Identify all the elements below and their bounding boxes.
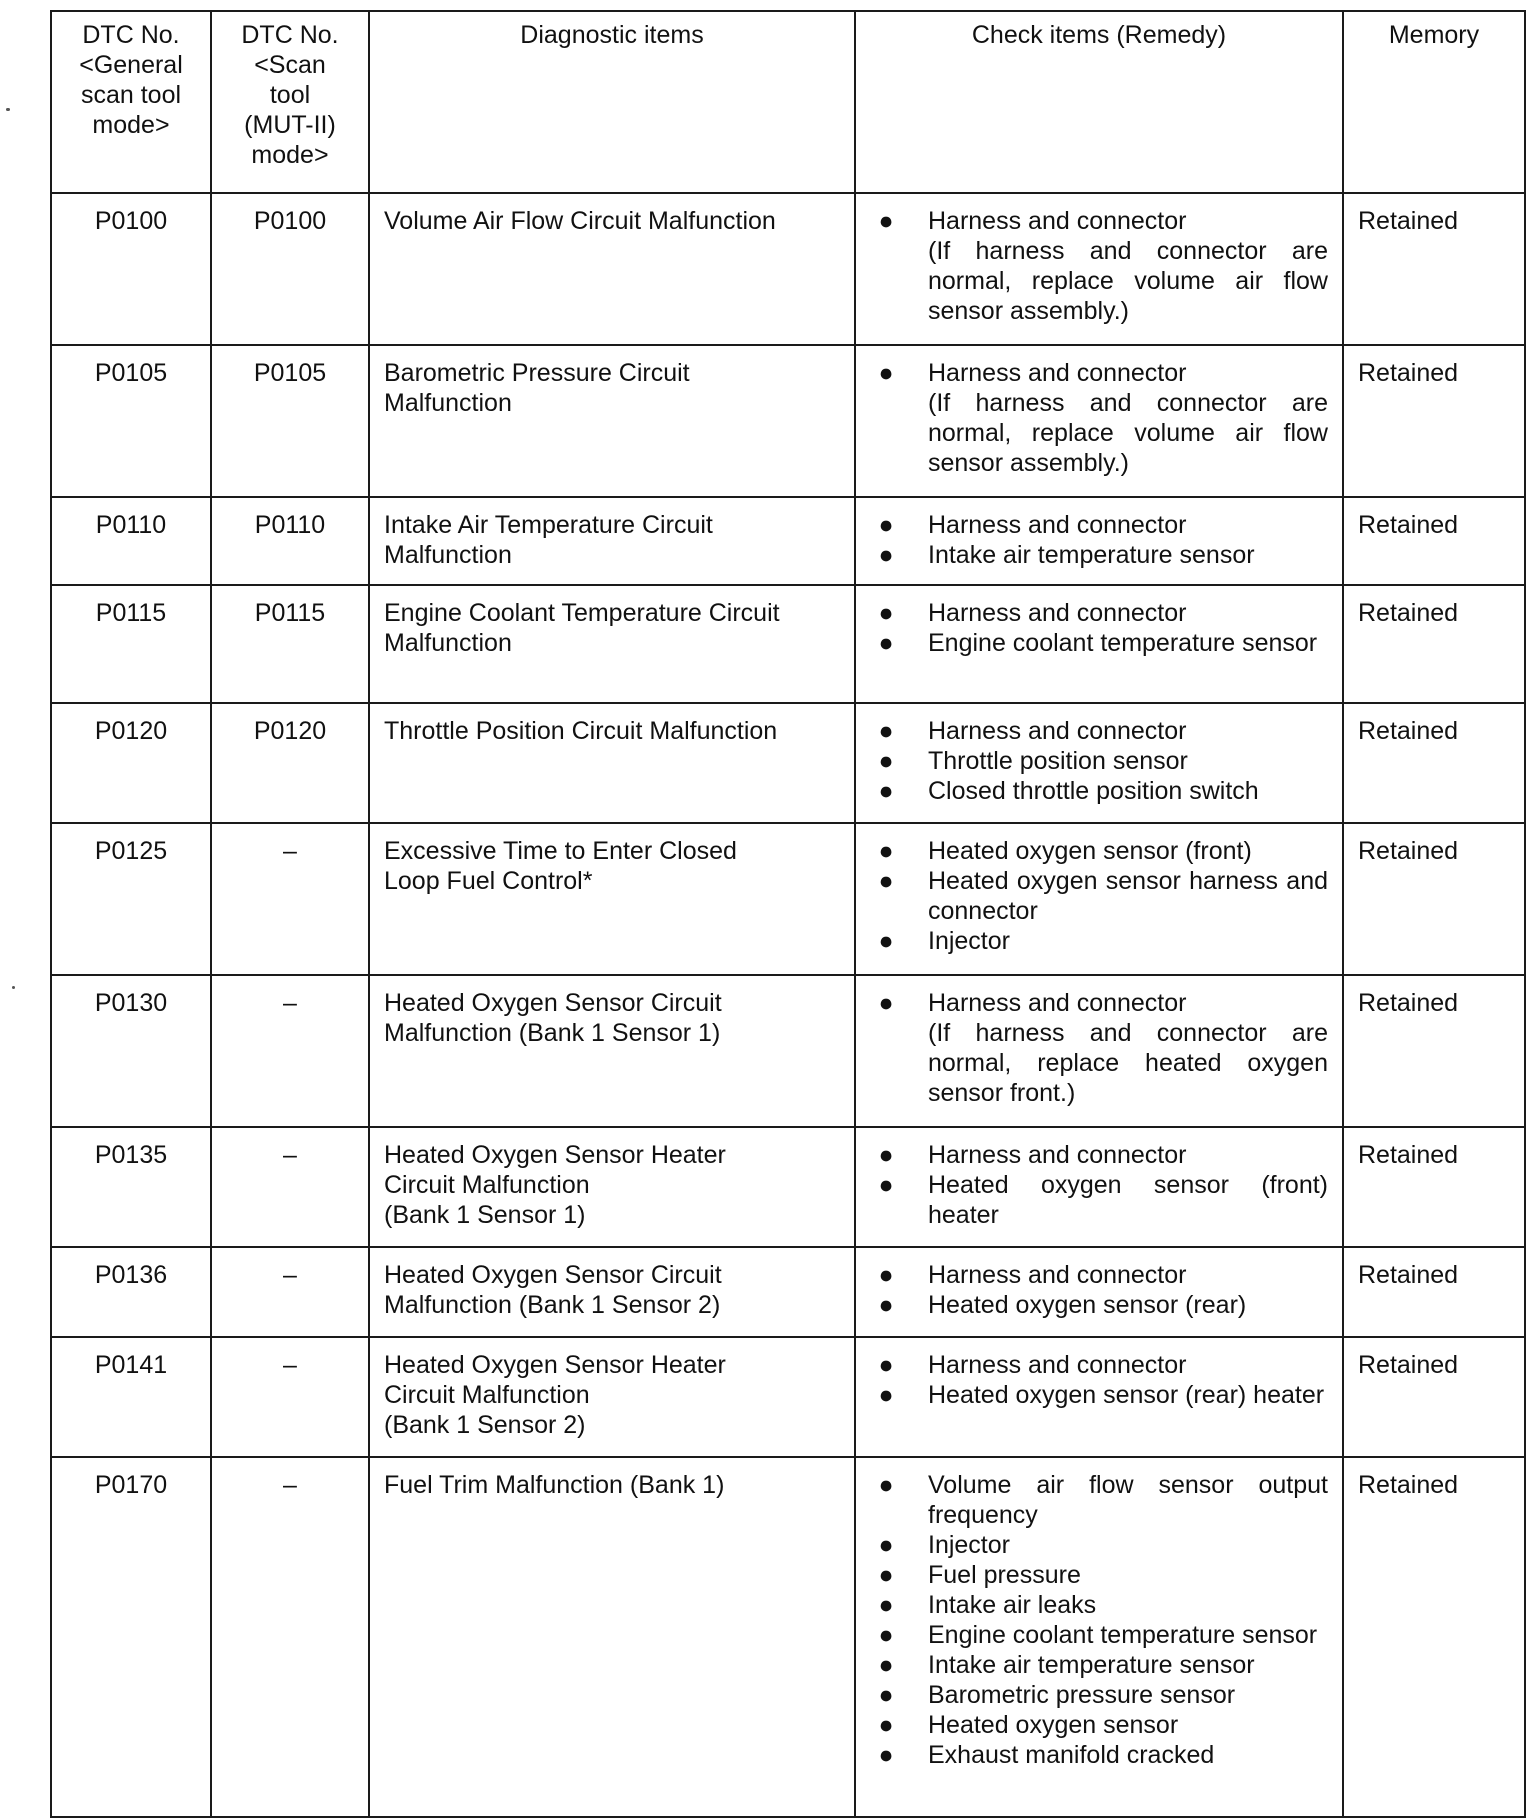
check-items-cell [855,1337,1343,1457]
check-items-cell [855,497,1343,585]
bullet-icon: ● [878,1171,894,1199]
check-item [870,628,1328,658]
check-items-cell [855,1457,1343,1817]
bullet-icon: ● [878,1291,894,1319]
diagnostic-item-cell [369,1127,855,1247]
check-items-list [870,836,1328,956]
diagnostic-item-cell [369,345,855,497]
check-item [870,1140,1328,1170]
header-dtc-scan-tool: DTC No. <Scan tool (MUT-II) mode> [211,11,369,193]
diagnostic-item-cell [369,1247,855,1337]
diagnostic-item-cell [369,703,855,823]
check-item [870,1470,1328,1530]
table-row [51,823,1525,975]
dtc-scan-cell: P0120 [211,703,369,823]
check-items-cell [855,585,1343,703]
table-row [51,1457,1525,1817]
diagnostic-line: Loop Fuel Control* [384,867,593,895]
check-item [870,716,1328,746]
dtc-scan-cell: – [211,1457,369,1817]
memory-cell: Retained [1343,585,1525,703]
check-item-text: Barometric pressure sensor [928,1681,1236,1709]
table-row [51,497,1525,585]
check-item [870,1170,1328,1230]
check-item-text: Engine coolant temperature sensor [928,1621,1318,1649]
check-items-list [870,988,1328,1108]
check-item [870,540,1328,570]
diagnostic-item-cell [369,823,855,975]
dtc-general-cell: P0125 [51,823,211,975]
check-item-text: Engine coolant temperature sensor [928,629,1318,657]
diagnostic-line: Engine Coolant Temperature Circuit [384,599,780,627]
dtc-scan-cell: P0115 [211,585,369,703]
check-items-list [870,716,1328,806]
bullet-icon: ● [878,717,894,745]
check-item-text: Heated oxygen sensor (rear) [928,1291,1247,1319]
dtc-general-cell: P0105 [51,345,211,497]
check-item [870,836,1328,866]
dtc-scan-cell: – [211,1247,369,1337]
dtc-scan-cell: P0100 [211,193,369,345]
memory-cell: Retained [1343,1337,1525,1457]
check-item-text: Closed throttle position switch [928,777,1259,805]
check-items-list [870,206,1328,326]
table-row [51,1127,1525,1247]
diagnostic-line: Intake Air Temperature Circuit [384,511,713,539]
bullet-icon: ● [878,1681,894,1709]
check-item-text: Harness and connector [928,1351,1187,1379]
bullet-icon: ● [878,1351,894,1379]
check-item [870,866,1328,926]
diagnostic-item-cell [369,975,855,1127]
bullet-icon: ● [878,1621,894,1649]
check-item-text: Harness and connector [928,599,1187,627]
diagnostic-line: (Bank 1 Sensor 2) [384,1411,586,1439]
check-item [870,1620,1328,1650]
diagnostic-line: Throttle Position Circuit Malfunction [384,717,778,745]
check-items-cell [855,703,1343,823]
dtc-scan-cell: – [211,823,369,975]
check-item [870,1350,1328,1380]
header-dtc-general: DTC No. <General scan tool mode> [51,11,211,193]
dtc-general-cell: P0135 [51,1127,211,1247]
check-item-text: Injector [928,1531,1010,1559]
check-items-cell [855,1247,1343,1337]
remedy-note: (If harness and connector are normal, replace volume air flow sensor assembly.) [928,389,1328,477]
scan-speck [12,986,15,989]
dtc-scan-cell: – [211,1337,369,1457]
diagnostic-line: (Bank 1 Sensor 1) [384,1201,586,1229]
check-items-list [870,598,1328,658]
dtc-scan-cell: – [211,1127,369,1247]
bullet-icon: ● [878,359,894,387]
memory-cell: Retained [1343,975,1525,1127]
diagnostic-item-cell [369,193,855,345]
check-item [870,1740,1328,1770]
bullet-icon: ● [878,927,894,955]
check-item [870,598,1328,628]
diagnostic-item-cell [369,497,855,585]
diagnostic-item-cell [369,1457,855,1817]
diagnostic-line: Barometric Pressure Circuit [384,359,690,387]
check-item [870,988,1328,1108]
bullet-icon: ● [878,1261,894,1289]
memory-cell: Retained [1343,1127,1525,1247]
check-item-text: Heated oxygen sensor harness and connector [928,867,1328,925]
check-item-text: Harness and connector [928,1261,1187,1289]
bullet-icon: ● [878,1711,894,1739]
dtc-scan-cell: P0110 [211,497,369,585]
table-row [51,193,1525,345]
check-items-list [870,1350,1328,1410]
bullet-icon: ● [878,747,894,775]
table-row [51,1247,1525,1337]
memory-cell: Retained [1343,193,1525,345]
check-item-text: Heated oxygen sensor [928,1711,1179,1739]
diagnostic-line: Excessive Time to Enter Closed [384,837,737,865]
check-item [870,206,1328,326]
bullet-icon: ● [878,837,894,865]
diagnostic-line: Malfunction [384,629,512,657]
diagnostic-line: Fuel Trim Malfunction (Bank 1) [384,1471,725,1499]
check-item [870,776,1328,806]
table-row [51,345,1525,497]
dtc-general-cell: P0115 [51,585,211,703]
check-item [870,1530,1328,1560]
check-items-list [870,1260,1328,1320]
check-item-text: Heated oxygen sensor (rear) heater [928,1381,1325,1409]
diagnostic-line: Malfunction [384,541,512,569]
diagnostic-line: Circuit Malfunction [384,1381,590,1409]
check-item-text: Harness and connector [928,717,1187,745]
check-item [870,1710,1328,1740]
memory-cell: Retained [1343,345,1525,497]
diagnostic-line: Volume Air Flow Circuit Malfunction [384,207,776,235]
check-item [870,1380,1328,1410]
check-item [870,358,1328,478]
diagnostic-line: Heated Oxygen Sensor Circuit [384,989,722,1017]
dtc-general-cell: P0120 [51,703,211,823]
bullet-icon: ● [878,1561,894,1589]
dtc-general-cell: P0110 [51,497,211,585]
check-item-text: Heated oxygen sensor (front) [928,837,1252,865]
bullet-icon: ● [878,511,894,539]
check-items-cell [855,193,1343,345]
diagnostic-line: Malfunction (Bank 1 Sensor 2) [384,1291,721,1319]
diagnostic-line: Heated Oxygen Sensor Circuit [384,1261,722,1289]
bullet-icon: ● [878,1741,894,1769]
remedy-note: (If harness and connector are normal, replace volume air flow sensor assembly.) [928,237,1328,325]
table-row [51,585,1525,703]
diagnostic-line: Malfunction (Bank 1 Sensor 1) [384,1019,721,1047]
check-items-cell [855,823,1343,975]
dtc-general-cell: P0170 [51,1457,211,1817]
diagnostic-line: Circuit Malfunction [384,1171,590,1199]
check-item-text: Volume air flow sensor output frequency [928,1471,1328,1529]
check-item [870,926,1328,956]
check-items-cell [855,1127,1343,1247]
check-items-list [870,358,1328,478]
check-item-text: Harness and connector [928,207,1187,235]
memory-cell: Retained [1343,1247,1525,1337]
dtc-general-cell: P0141 [51,1337,211,1457]
check-items-list [870,1140,1328,1230]
bullet-icon: ● [878,1471,894,1499]
diagnostic-line: Heated Oxygen Sensor Heater [384,1141,726,1169]
check-item-text: Harness and connector [928,359,1187,387]
check-item-text: Fuel pressure [928,1561,1081,1589]
check-item [870,1290,1328,1320]
dtc-table [50,10,1526,1818]
remedy-note: (If harness and connector are normal, replace heated oxygen sensor front.) [928,1019,1328,1107]
scan-speck [6,108,10,111]
check-item [870,1590,1328,1620]
dtc-general-cell: P0130 [51,975,211,1127]
diagnostic-line: Malfunction [384,389,512,417]
check-item-text: Exhaust manifold cracked [928,1741,1215,1769]
diagnostic-item-cell [369,585,855,703]
memory-cell: Retained [1343,703,1525,823]
check-item-text: Injector [928,927,1010,955]
check-item [870,510,1328,540]
check-item [870,746,1328,776]
table-row [51,1337,1525,1457]
check-item [870,1680,1328,1710]
memory-cell: Retained [1343,1457,1525,1817]
check-item-text: Harness and connector [928,511,1187,539]
check-item [870,1560,1328,1590]
check-items-cell [855,975,1343,1127]
bullet-icon: ● [878,1381,894,1409]
table-header-row [51,11,1525,193]
dtc-scan-cell: P0105 [211,345,369,497]
check-item [870,1650,1328,1680]
check-item-text: Intake air temperature sensor [928,541,1255,569]
bullet-icon: ● [878,1591,894,1619]
check-item-text: Throttle position sensor [928,747,1188,775]
table-row [51,703,1525,823]
table-row [51,975,1525,1127]
bullet-icon: ● [878,1531,894,1559]
bullet-icon: ● [878,867,894,895]
check-item-text: Intake air temperature sensor [928,1651,1255,1679]
header-check-items: Check items (Remedy) [855,11,1343,193]
diagnostic-line: Heated Oxygen Sensor Heater [384,1351,726,1379]
bullet-icon: ● [878,1651,894,1679]
check-items-list [870,1470,1328,1770]
table-body [51,193,1525,1817]
bullet-icon: ● [878,599,894,627]
memory-cell: Retained [1343,823,1525,975]
bullet-icon: ● [878,1141,894,1169]
check-item-text: Intake air leaks [928,1591,1097,1619]
memory-cell: Retained [1343,497,1525,585]
dtc-scan-cell: – [211,975,369,1127]
dtc-general-cell: P0100 [51,193,211,345]
check-item-text: Harness and connector [928,989,1187,1017]
check-items-list [870,510,1328,570]
diagnostic-item-cell [369,1337,855,1457]
header-diagnostic-items: Diagnostic items [369,11,855,193]
check-item [870,1260,1328,1290]
bullet-icon: ● [878,989,894,1017]
bullet-icon: ● [878,777,894,805]
dtc-general-cell: P0136 [51,1247,211,1337]
bullet-icon: ● [878,541,894,569]
header-memory: Memory [1343,11,1525,193]
bullet-icon: ● [878,207,894,235]
check-item-text: Harness and connector [928,1141,1187,1169]
check-items-cell [855,345,1343,497]
bullet-icon: ● [878,629,894,657]
check-item-text: Heated oxygen sensor (front) heater [928,1171,1328,1229]
